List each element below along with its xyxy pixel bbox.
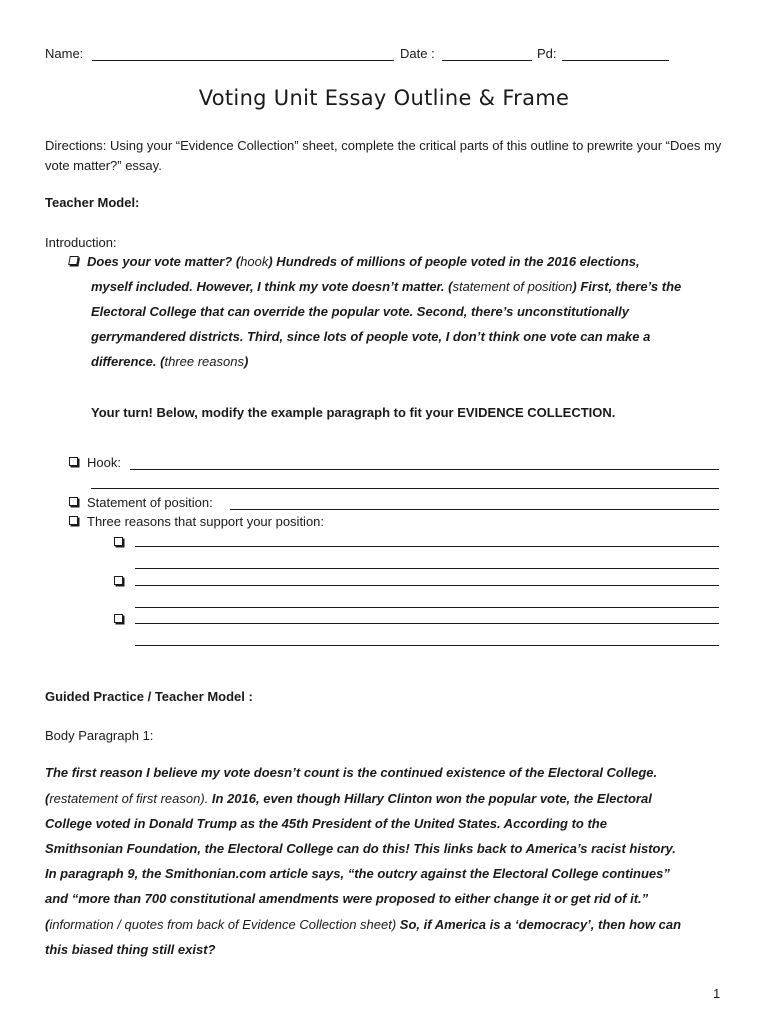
checkbox-icon[interactable] (69, 516, 78, 525)
introduction-label: Introduction: (45, 235, 117, 250)
name-label: Name: (45, 46, 84, 61)
checkbox-icon[interactable] (69, 497, 78, 506)
reason-3-line-2[interactable] (135, 645, 719, 646)
position-label: Statement of position: (87, 495, 213, 510)
date-field[interactable] (442, 60, 532, 61)
your-turn-instruction: Your turn! Below, modify the example paragraph to fit your EVIDENCE COLLECTION. (91, 405, 616, 420)
reasons-label: Three reasons that support your position: (87, 514, 325, 529)
hook-item (69, 455, 121, 470)
hook-line-2[interactable] (91, 488, 719, 489)
body-paragraph-label: Body Paragraph 1: (45, 728, 154, 743)
body-para-line-6: and “more than 700 constitutional amendments were proposed to either change it or get rid of it.” (45, 891, 649, 906)
pd-label: Pd: (537, 46, 557, 61)
position-item (69, 495, 213, 510)
model-intro-line-5: difference. (three reasons) (91, 354, 249, 369)
checkbox-icon[interactable] (69, 457, 78, 466)
teacher-model-heading: Teacher Model: (45, 195, 140, 210)
reason-2-checkbox[interactable] (114, 573, 132, 591)
reason-3-line-1[interactable] (135, 623, 719, 624)
guided-practice-heading: Guided Practice / Teacher Model : (45, 689, 253, 704)
reason-3-checkbox[interactable] (114, 611, 132, 629)
body-para-line-5: In paragraph 9, the Smithonian.com article says, “the outcry against the Electoral College continues” (45, 866, 670, 881)
body-para-line-7: (information / quotes from back of Evidence Collection sheet) So, if America is a ‘democracy’, then how can (45, 917, 682, 932)
checkbox-icon (68, 256, 79, 265)
hook-label: Hook: (87, 455, 121, 470)
reason-1-line-2[interactable] (135, 568, 719, 569)
page-number: 1 (713, 986, 721, 1001)
page-title: Voting Unit Essay Outline & Frame (198, 86, 570, 110)
hook-line-1[interactable] (130, 469, 719, 470)
model-intro-line-2: myself included. However, I think my vote doesn’t matter. (statement of position) First, there’s the (91, 279, 682, 294)
reason-1-line-1[interactable] (135, 546, 719, 547)
reason-1-checkbox[interactable] (114, 534, 132, 552)
model-intro-line-3: Electoral College that can override the popular vote. Second, there’s unconstitutionally (91, 304, 629, 319)
model-intro-line-1: Does your vote matter? (hook) Hundreds of millions of people voted in the 2016 elections, (69, 249, 640, 274)
name-field[interactable] (92, 60, 394, 61)
body-para-line-2: (restatement of first reason). In 2016, even though Hillary Clinton won the popular vote, the Electoral (45, 791, 652, 806)
reason-2-line-1[interactable] (135, 585, 719, 586)
model-intro-line-4: gerrymandered districts. Third, since lots of people vote, I don’t think one vote can make a (91, 329, 651, 344)
checkbox-icon[interactable] (114, 537, 123, 546)
position-line[interactable] (230, 509, 719, 510)
reasons-item (69, 514, 324, 529)
body-para-line-3: College voted in Donald Trump as the 45th President of the United States. According to the (45, 816, 607, 831)
date-label: Date : (400, 46, 435, 61)
reason-2-line-2[interactable] (135, 607, 719, 608)
body-para-line-8: this biased thing still exist? (45, 942, 216, 957)
checkbox-icon[interactable] (114, 614, 123, 623)
checkbox-icon[interactable] (114, 576, 123, 585)
header-row (45, 46, 83, 61)
body-para-line-1: The first reason I believe my vote doesn’t count is the continued existence of the Electoral College. (45, 765, 658, 780)
directions-text: Directions: Using your “Evidence Collection” sheet, complete the critical parts of this outline to prewrite your “Does my vote matter?” essay. (45, 138, 722, 173)
body-para-line-4: Smithsonian Foundation, the Electoral College can do this! This links back to America’s racist history. (45, 841, 676, 856)
pd-field[interactable] (562, 60, 669, 61)
